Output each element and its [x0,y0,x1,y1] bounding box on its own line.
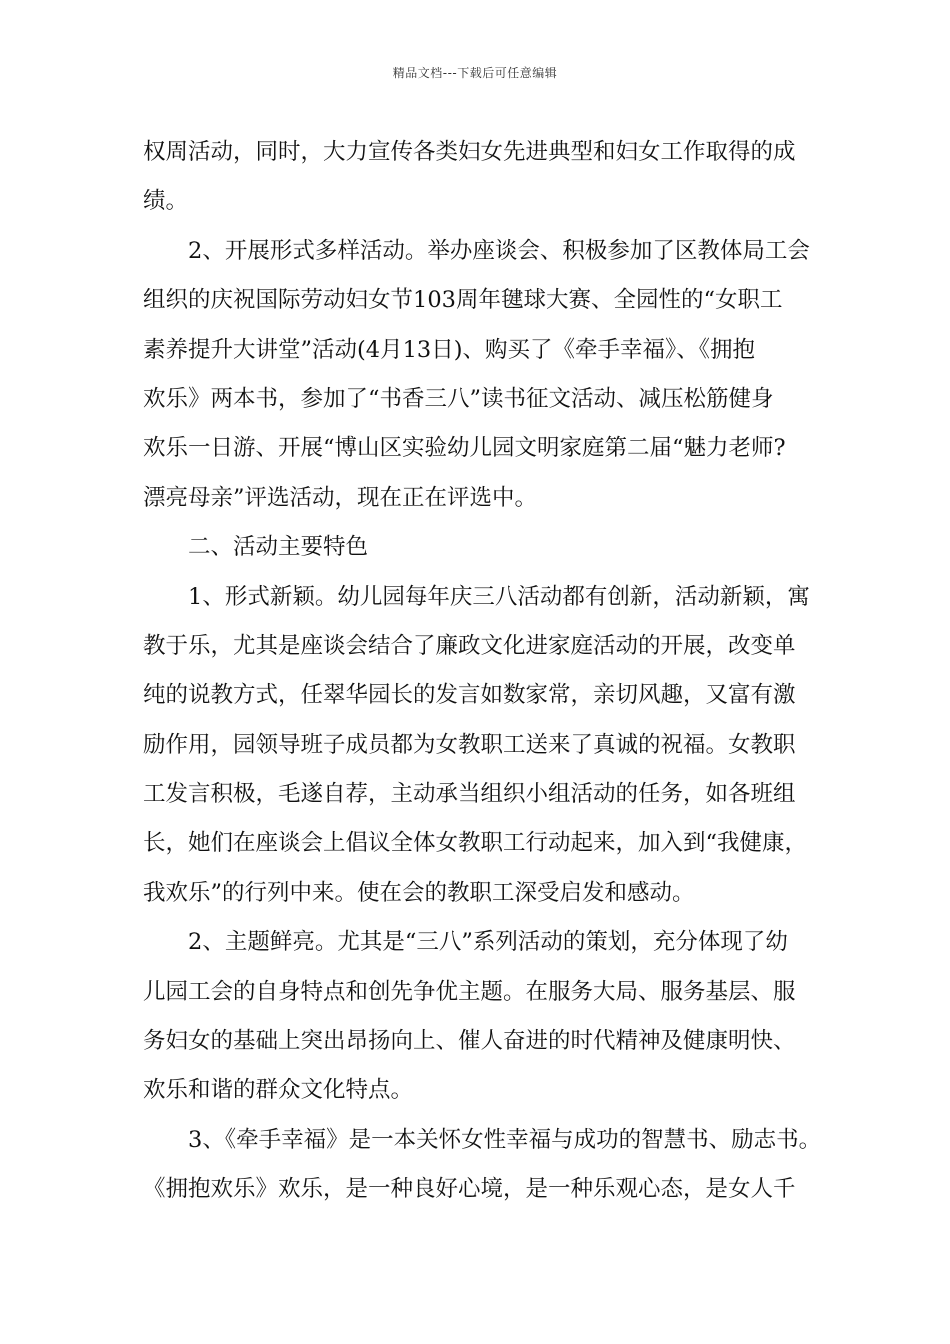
text-line: 纯的说教方式，任翠华园长的发言如数家常，亲切风趣，又富有激 [143,682,796,709]
text-line: 2、主题鲜亮。尤其是“三八”系列活动的策划，充分体现了幼 [188,929,788,956]
text-line: 3、《牵手幸福》是一本关怀女性幸福与成功的智慧书、励志书。 [188,1126,822,1153]
text-line: 工发言积极，毛遂自荐，主动承当组织小组活动的任务，如各班组 [143,781,796,808]
text-line: 长，她们在座谈会上倡议全体女教职工行动起来，加入到“我健康， [143,830,808,857]
text-line: 权周活动，同时，大力宣传各类妇女先进典型和妇女工作取得的成 [143,139,796,165]
text-line: 励作用，园领导班子成员都为女教职工送来了真诚的祝福。女教职 [143,731,796,758]
text-line: 欢乐和谐的群众文化特点。 [143,1077,414,1104]
page-header: 精品文档---下载后可任意编辑 [392,66,558,80]
text-line: 我欢乐”的行列中来。使在会的教职工深受启发和感动。 [143,879,695,906]
document-body [143,128,822,1215]
text-line: 欢乐》两本书，参加了“书香三八”读书征文活动、减压松筋健身 [143,385,774,412]
text-line: 1、形式新颖。幼儿园每年庆三八活动都有创新，活动新颖，寓 [188,583,810,610]
text-line: 欢乐一日游、开展“博山区实验幼儿园文明家庭第二届“魅力老师? [143,435,786,462]
text-line: 二、活动主要特色 [188,534,369,561]
text-line: 漂亮母亲”评选活动，现在正在评选中。 [143,484,538,511]
text-line: 素养提升大讲堂”活动(4月13日)、购买了《牵手幸福》、《拥抱 [143,336,756,363]
text-line: 绩。 [143,188,189,215]
text-line: 儿园工会的自身特点和创先争优主题。在服务大局、服务基层、服 [143,978,796,1005]
text-line: 务妇女的基础上突出昂扬向上、催人奋进的时代精神及健康明快、 [143,1028,796,1055]
text-line: 2、开展形式多样活动。举办座谈会、积极参加了区教体局工会 [188,237,810,264]
text-line: 组织的庆祝国际劳动妇女节103周年毽球大赛、全园性的“女职工 [143,287,783,314]
text-line: 《拥抱欢乐》欢乐，是一种良好心境，是一种乐观心态，是女人千 [143,1176,796,1203]
text-line: 教于乐，尤其是座谈会结合了廉政文化进家庭活动的开展，改变单 [143,632,796,659]
